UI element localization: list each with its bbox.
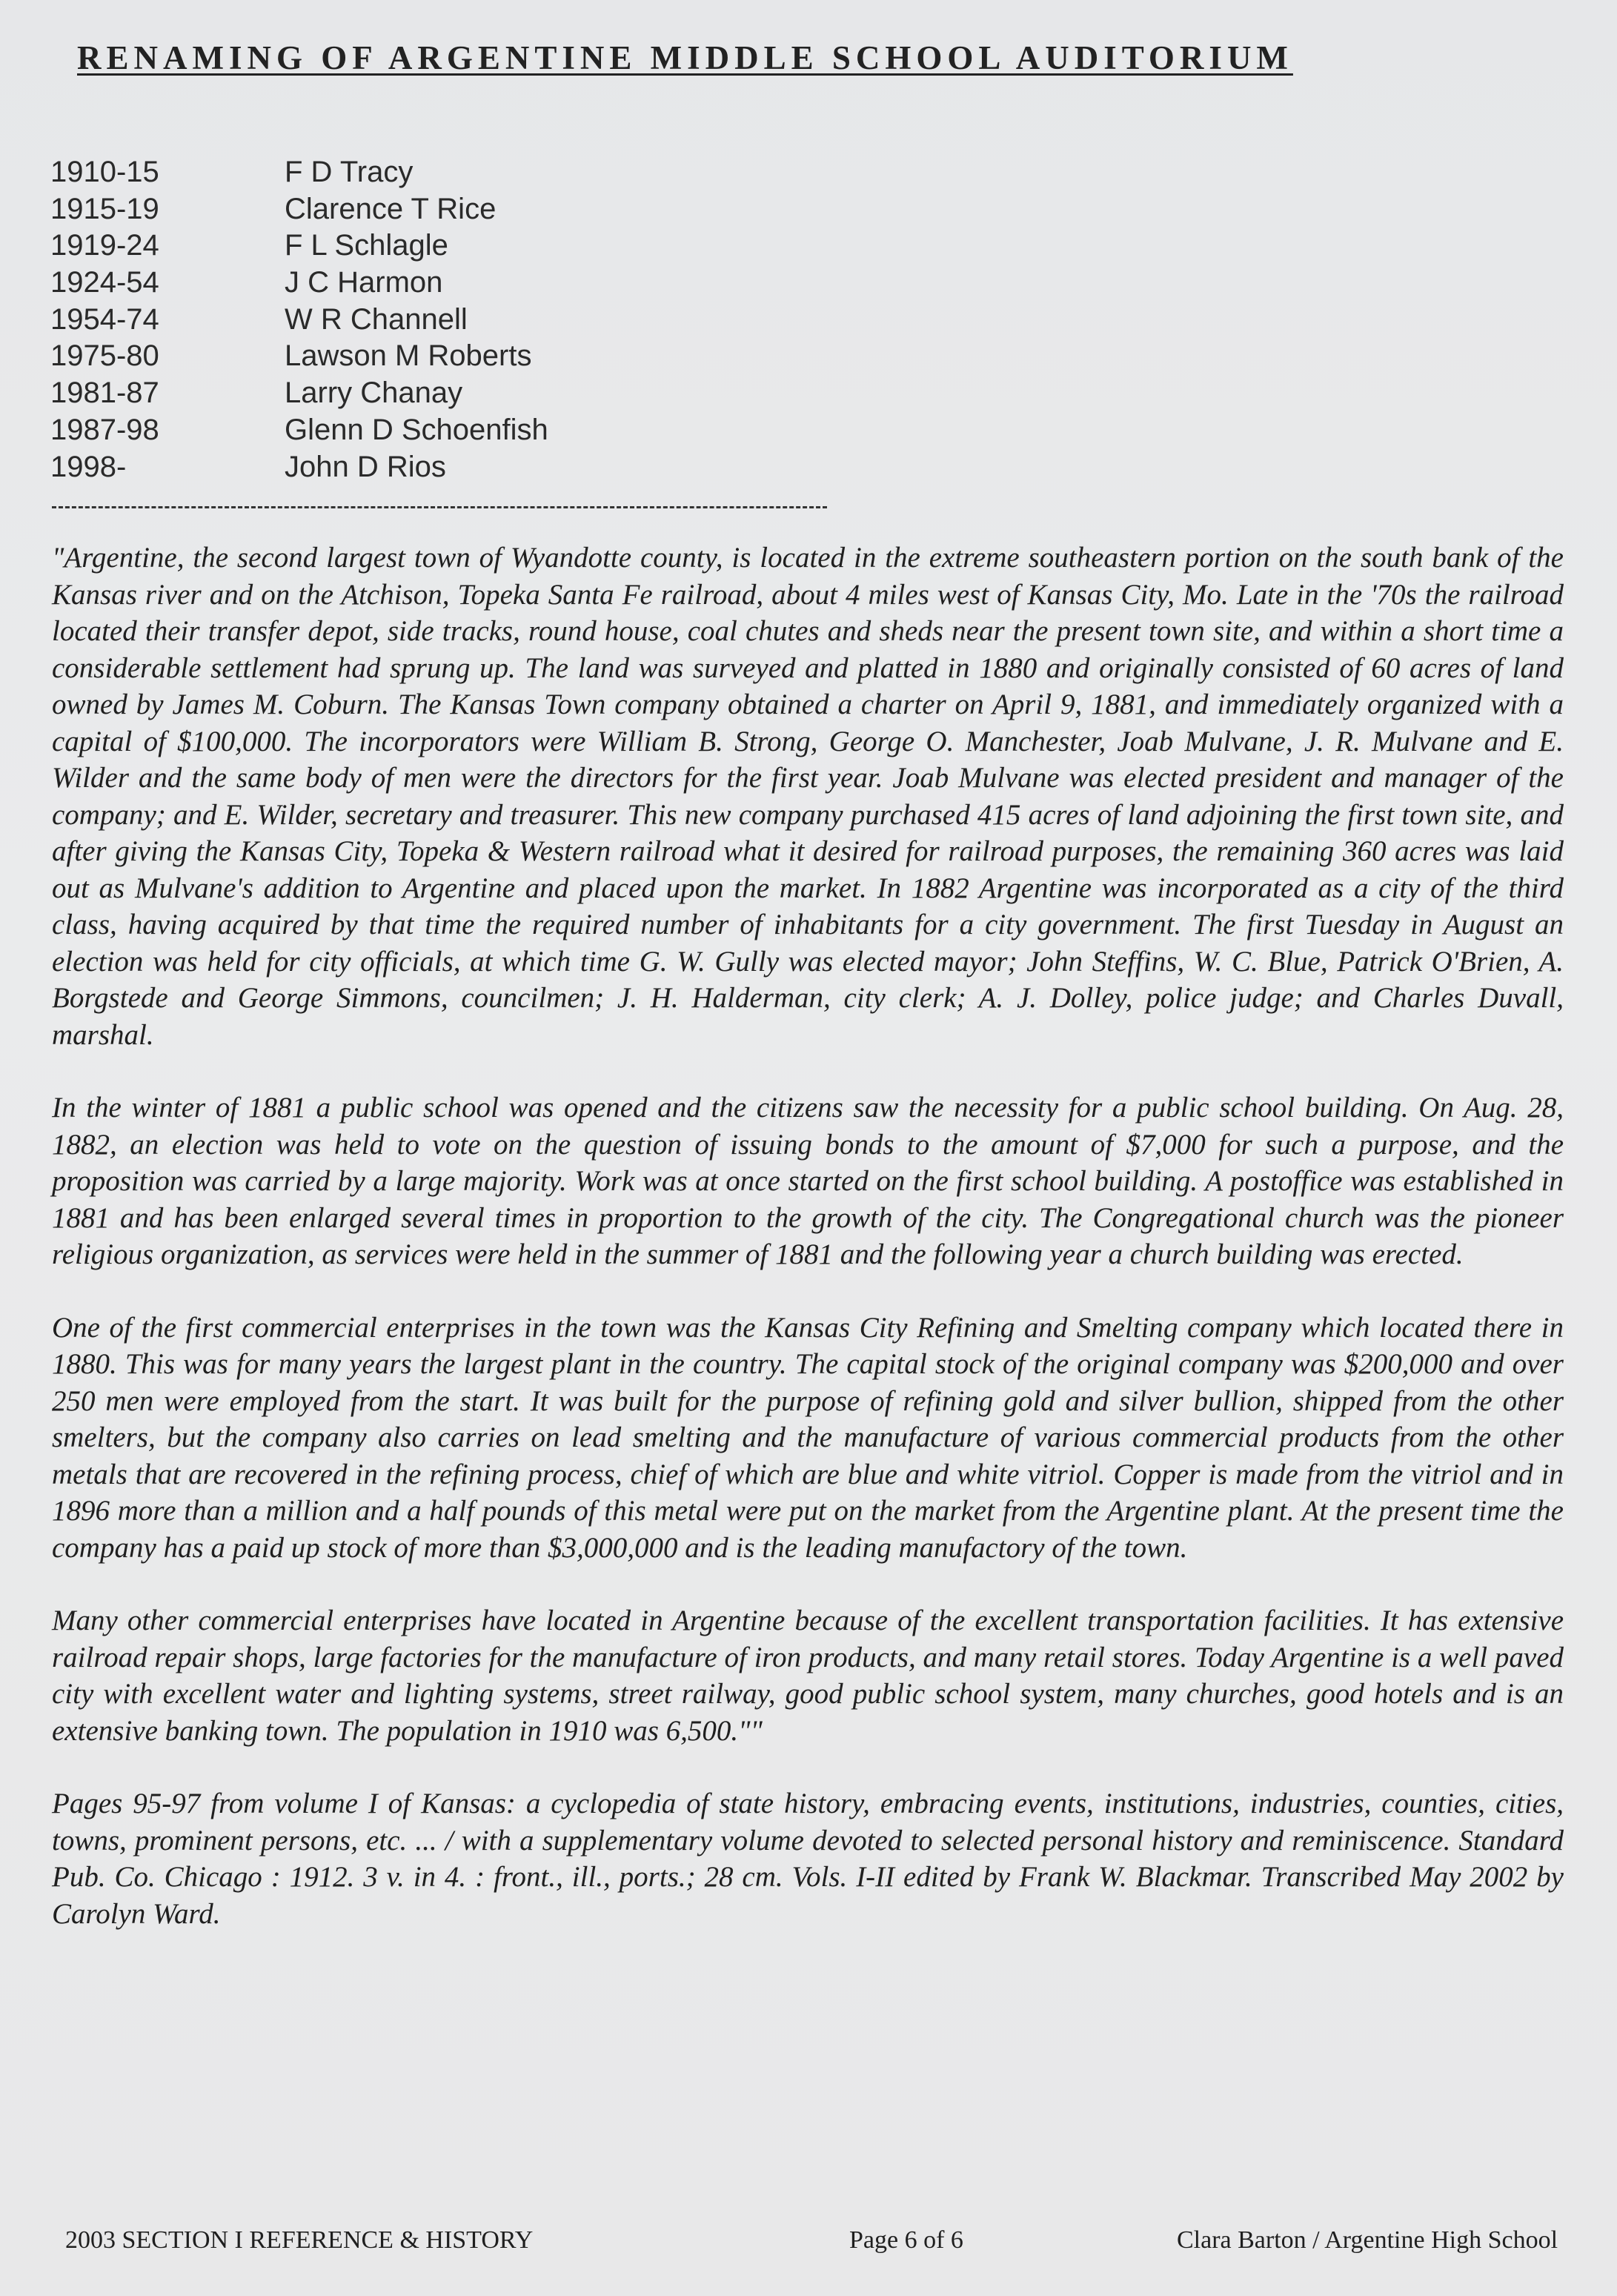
principal-years: 1924-54 <box>50 266 159 299</box>
principal-years: 1954-74 <box>50 302 159 336</box>
principal-years: 1910-15 <box>50 156 159 188</box>
principal-row <box>50 228 548 265</box>
paragraph-smelting-company: One of the first commercial enterprises in the town was the Kansas City Refining and Smelting company which located there in 1880. This was for many years the largest plant in the country. The capital stock of the original company was $200,000 and over 250 men were employed from the start. It was built for the purpose of refining gold and silver bullion, shipped from the other smelters, but the company also carries on lead smelting and the manufacture of various commercial products from the other metals that are recovered in the refining process, chief of which are blue and white vitriol. Copper is made from the vitriol and in 1896 more than a million and a half pounds of this metal were put on the market from the Argentine plant. At the present time the company has a paid up stock of more than $3,000,000 and is the leading manufactory of the town. <box>52 1311 1564 1564</box>
principal-name: F L Schlagle <box>285 229 448 262</box>
paragraph-argentine-history: "Argentine, the second largest town of Wyandotte county, is located in the extreme southeastern portion on the south bank of the Kansas river and on the Atchison, Topeka Santa Fe railroad, about 4 miles west of Kansas City, Mo. Late in the '70s the railroad located their transfer depot, side tracks, round house, coal chutes and sheds near the present town site, and within a short time a considerable settlement had sprung up. The land was surveyed and platted in 1880 and originally consisted of 60 acres of land owned by James M. Coburn. The Kansas Town company obtained a charter on April 9, 1881, and immediately organized with a capital of $100,000. The incorporators were William B. Strong, George O. Manchester, Joab Mulvane, J. R. Mulvane and E. Wilder and the same body of men were the directors for the first year. Joab Mulvane was elected president and manager of the company; and E. Wilder, secretary and treasurer. This new company purchased 415 acres of land adjoining the first town site, and after giving the Kansas City, Topeka & Western railroad what it desired for railroad purposes, the remaining 360 acres was laid out as Mulvane's addition to Argentine and placed upon the market. In 1882 Argentine was incorporated as a city of the third class, having acquired by that time the required number of inhabitants for a city government. The first Tuesday in August an election was held for city officials, at which time G. W. Gully was elected mayor; John Steffins, W. C. Blue, Patrick O'Brien, A. Borgstede and George Simmons, councilmen; J. H. Halderman, city clerk; A. J. Dolley, police judge; and Charles Duvall, marshal. <box>52 542 1564 1051</box>
principal-row <box>50 302 548 339</box>
paragraph-commercial-enterprises: Many other commercial enterprises have located in Argentine because of the excellent transportation facilities. It has extensive railroad repair shops, large factories for the manufacture of iron products, and many retail stores. Today Argentine is a well paved city with excellent water and lighting systems, street railway, good public school system, many churches, good hotels and is an extensive banking town. The population in 1910 was 6,500."" <box>52 1605 1564 1747</box>
principal-name: Clarence T Rice <box>285 192 497 225</box>
principal-name: Larry Chanay <box>285 376 463 410</box>
principal-years: 1975-80 <box>50 339 159 373</box>
principal-name: W R Channell <box>285 302 468 336</box>
paragraph-public-school: In the winter of 1881 a public school was opened and the citizens saw the necessity for a public school building. On Aug. 28, 1882, an election was held to vote on the question of issuing bonds to the amount of $7,000 for such a purpose, and the proposition was carried by a large majority. Work was at once started on the first school building. A postoffice was established in 1881 and has been enlarged several times in proportion to the growth of the city. The Congregational church was the pioneer religious organization, as services were held in the summer of 1881 and the following year a church building was erected. <box>52 1092 1564 1270</box>
principal-years: 1981-87 <box>50 376 159 410</box>
page-title: RENAMING OF ARGENTINE MIDDLE SCHOOL AUDITORIUM <box>77 39 1293 76</box>
principal-years: 1919-24 <box>50 229 159 262</box>
principal-years: 1915-19 <box>50 192 159 225</box>
principal-row <box>50 265 548 302</box>
principal-years: 1998- <box>50 450 127 483</box>
dashed-divider <box>52 506 827 508</box>
principal-name: John D Rios <box>285 450 446 483</box>
principal-name: Lawson M Roberts <box>285 339 532 373</box>
principal-row <box>50 338 548 375</box>
footer-page-number: Page 6 of 6 <box>849 2226 963 2254</box>
principal-name: J C Harmon <box>285 266 443 299</box>
principal-row <box>50 154 548 191</box>
principals-list <box>50 154 548 485</box>
footer-school-name: Clara Barton / Argentine High School <box>1177 2226 1558 2254</box>
principal-name: Glenn D Schoenfish <box>285 413 548 446</box>
history-text <box>52 540 1564 1968</box>
principal-row <box>50 191 548 228</box>
principal-years: 1987-98 <box>50 413 159 446</box>
footer-section-label: 2003 SECTION I REFERENCE & HISTORY <box>65 2226 534 2254</box>
principal-row <box>50 412 548 449</box>
principal-row <box>50 449 548 486</box>
paragraph-source-citation: Pages 95-97 from volume I of Kansas: a cyclopedia of state history, embracing events, institutions, industries, counties, cities, towns, prominent persons, etc. ... / with a supplementary volume devoted to selected personal history and reminiscence. Standard Pub. Co. Chicago : 1912. 3 v. in 4. : front., ill., ports.; 28 cm. Vols. I-II edited by Frank W. Blackmar. Transcribed May 2002 by Carolyn Ward. <box>52 1788 1564 1930</box>
principal-name: F D Tracy <box>285 156 414 188</box>
principal-row <box>50 375 548 412</box>
